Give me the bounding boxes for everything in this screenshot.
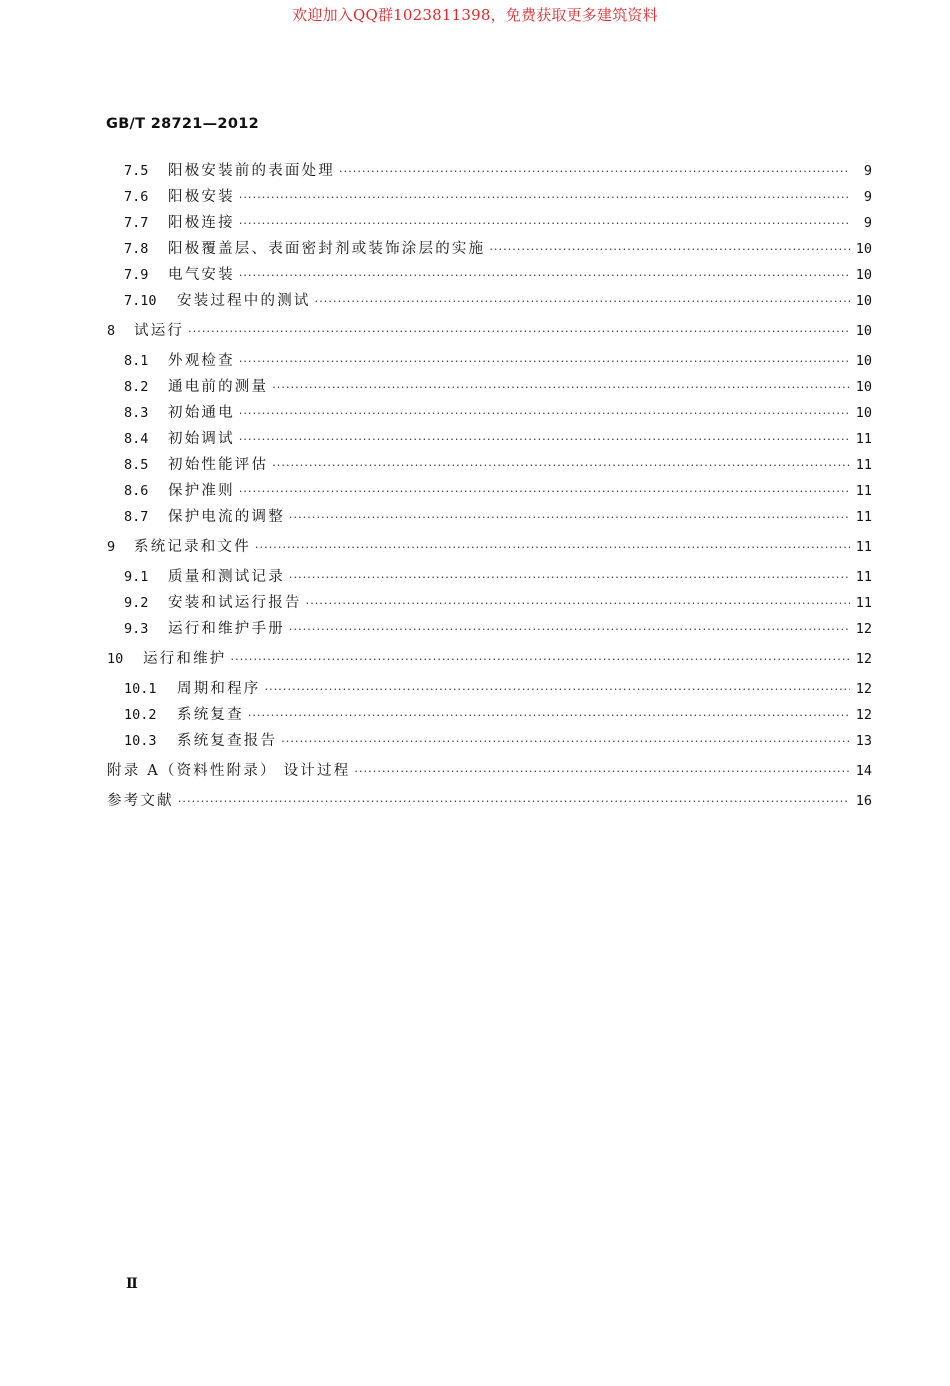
toc-entry-page: 10 (855, 323, 872, 339)
toc-entry-title: 系统复查 (177, 707, 244, 723)
toc-entry-number: 10.2 (124, 707, 157, 723)
toc-entry[interactable] (124, 704, 872, 726)
toc-entry[interactable] (124, 238, 872, 260)
toc-entry[interactable] (124, 592, 872, 614)
toc-entry-page: 10 (855, 379, 872, 395)
toc-entry-number: 7.10 (124, 293, 157, 309)
toc-entry-number: 7.8 (124, 241, 149, 257)
toc-entry-page: 11 (855, 509, 872, 525)
toc-entry-number: 8 (107, 323, 116, 339)
toc-entry[interactable] (124, 402, 872, 424)
toc-entry[interactable] (124, 350, 872, 372)
toc-entry-title: 周期和程序 (177, 681, 261, 697)
toc-entry-number: 8.4 (124, 431, 149, 447)
toc-leader-dots (315, 291, 850, 313)
toc-entry-title: 安装和试运行报告 (168, 595, 302, 611)
toc-entry-number: 10.3 (124, 733, 157, 749)
toc-entry-page: 16 (855, 793, 872, 809)
toc-entry-page: 11 (855, 483, 872, 499)
toc-entry-title: 保护准则 (168, 483, 235, 499)
toc-entry[interactable] (124, 186, 872, 208)
toc-entry[interactable] (124, 290, 872, 312)
toc-entry-page: 12 (855, 707, 872, 723)
toc-entry[interactable] (124, 678, 872, 700)
toc-entry-number: 10 (107, 651, 124, 667)
toc-entry[interactable] (124, 454, 872, 476)
toc-entry[interactable] (124, 376, 872, 398)
toc-entry-page: 12 (855, 621, 872, 637)
toc-entry[interactable] (124, 212, 872, 234)
toc-entry-page: 10 (855, 353, 872, 369)
toc-entry-page: 11 (855, 457, 872, 473)
toc-entry[interactable] (124, 480, 872, 502)
toc-leader-dots (354, 761, 850, 783)
toc-entry[interactable] (107, 760, 872, 782)
toc-entry-page: 14 (855, 763, 872, 779)
toc-entry[interactable] (107, 648, 872, 670)
toc-leader-dots (239, 351, 850, 373)
toc-leader-dots (289, 619, 850, 641)
toc-entry[interactable] (124, 428, 872, 450)
toc-entry-title: 初始通电 (168, 405, 235, 421)
toc-entry-title: 阳极连接 (168, 215, 235, 231)
toc-entry-number: 8.1 (124, 353, 149, 369)
toc-leader-dots (272, 455, 850, 477)
toc-entry[interactable] (107, 790, 872, 812)
toc-entry-page: 11 (855, 595, 872, 611)
toc-leader-dots (188, 321, 850, 343)
toc-leader-dots (255, 537, 850, 559)
toc-entry-page: 9 (863, 189, 872, 205)
toc-leader-dots (281, 731, 850, 753)
toc-entry[interactable] (124, 566, 872, 588)
toc-entry-page: 10 (855, 267, 872, 283)
toc-entry-title: 附录 A（资料性附录） 设计过程 (107, 763, 351, 779)
toc-leader-dots (489, 239, 850, 261)
toc-entry[interactable] (124, 506, 872, 528)
toc-entry-page: 11 (855, 539, 872, 555)
toc-leader-dots (239, 429, 850, 451)
toc-entry-page: 12 (855, 651, 872, 667)
toc-entry-title: 质量和测试记录 (168, 569, 285, 585)
promo-banner: 欢迎加入QQ群1023811398，免费获取更多建筑资料 (292, 6, 658, 24)
toc-entry[interactable] (124, 730, 872, 752)
toc-entry-number: 8.2 (124, 379, 149, 395)
toc-entry-title: 阳极安装 (168, 189, 235, 205)
toc-entry-title: 阳极安装前的表面处理 (168, 163, 335, 179)
toc-entry-title: 系统复查报告 (177, 733, 278, 749)
standard-code-header: GB/T 28721—2012 (106, 116, 259, 132)
toc-leader-dots (239, 265, 850, 287)
toc-entry[interactable] (124, 264, 872, 286)
toc-entry-number: 8.6 (124, 483, 149, 499)
toc-entry-title: 参考文献 (107, 793, 174, 809)
toc-entry-title: 初始性能评估 (168, 457, 269, 473)
toc-entry-title: 电气安装 (168, 267, 235, 283)
toc-entry-title: 系统记录和文件 (134, 539, 251, 555)
toc-entry[interactable] (124, 160, 872, 182)
toc-entry-number: 8.7 (124, 509, 149, 525)
toc-leader-dots (289, 507, 850, 529)
toc-entry[interactable] (107, 536, 872, 558)
toc-entry-page: 10 (855, 293, 872, 309)
toc-entry-number: 7.6 (124, 189, 149, 205)
toc-leader-dots (339, 161, 850, 183)
toc-entry-page: 13 (855, 733, 872, 749)
toc-entry-page: 10 (855, 241, 872, 257)
toc-leader-dots (239, 213, 850, 235)
toc-entry-title: 运行和维护 (143, 651, 227, 667)
toc-entry-title: 试运行 (134, 323, 185, 339)
toc-leader-dots (178, 791, 850, 813)
toc-leader-dots (239, 481, 850, 503)
toc-entry-number: 7.5 (124, 163, 149, 179)
toc-entry-title: 阳极覆盖层、表面密封剂或装饰涂层的实施 (168, 241, 486, 257)
toc-entry[interactable] (124, 618, 872, 640)
toc-leader-dots (272, 377, 850, 399)
toc-entry-number: 9.2 (124, 595, 149, 611)
toc-entry-title: 通电前的测量 (168, 379, 269, 395)
toc-entry-page: 9 (863, 163, 872, 179)
toc-leader-dots (289, 567, 850, 589)
toc-entry-number: 8.5 (124, 457, 149, 473)
toc-leader-dots (239, 403, 850, 425)
toc-leader-dots (248, 705, 850, 727)
toc-entry-title: 初始调试 (168, 431, 235, 447)
toc-entry-page: 9 (863, 215, 872, 231)
toc-entry-title: 运行和维护手册 (168, 621, 285, 637)
toc-entry[interactable] (107, 320, 872, 342)
toc-entry-title: 安装过程中的测试 (177, 293, 311, 309)
toc-entry-page: 11 (855, 431, 872, 447)
toc-leader-dots (231, 649, 851, 671)
toc-entry-number: 7.9 (124, 267, 149, 283)
toc-entry-page: 12 (855, 681, 872, 697)
toc-entry-number: 9.3 (124, 621, 149, 637)
toc-entry-number: 10.1 (124, 681, 157, 697)
toc-leader-dots (265, 679, 851, 701)
toc-entry-page: 10 (855, 405, 872, 421)
page-number: Ⅱ (126, 1276, 138, 1292)
toc-entry-number: 7.7 (124, 215, 149, 231)
toc-leader-dots (239, 187, 850, 209)
toc-entry-number: 8.3 (124, 405, 149, 421)
toc-entry-title: 保护电流的调整 (168, 509, 285, 525)
toc-entry-number: 9 (107, 539, 116, 555)
toc-leader-dots (306, 593, 850, 615)
toc-entry-page: 11 (855, 569, 872, 585)
toc-entry-number: 9.1 (124, 569, 149, 585)
toc-entry-title: 外观检查 (168, 353, 235, 369)
